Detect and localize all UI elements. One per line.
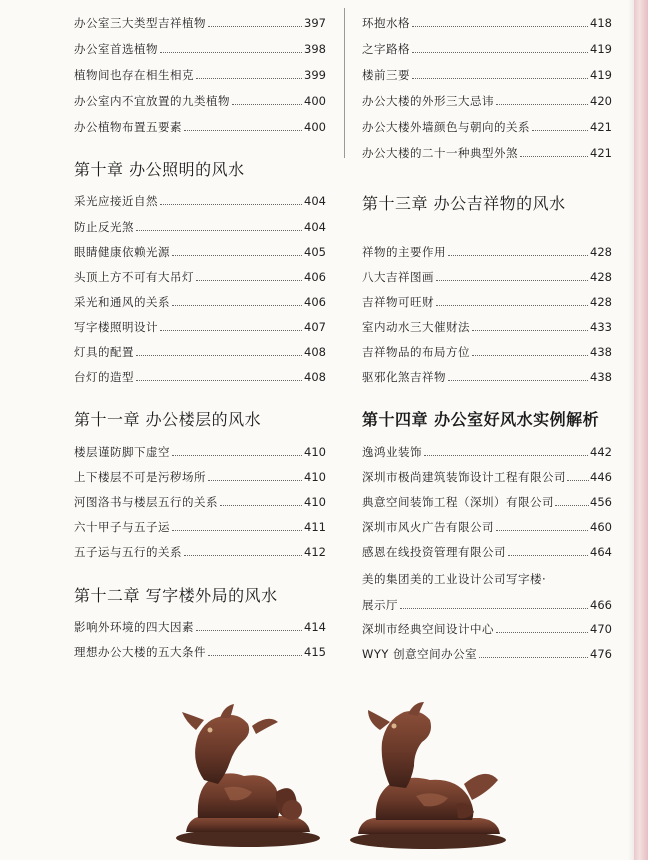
toc-entry[interactable]: 台灯的造型 408: [74, 370, 326, 384]
toc-entry[interactable]: 防止反光煞 404: [74, 220, 326, 234]
toc-entry[interactable]: 室内动水三大催财法 433: [362, 320, 612, 334]
chapter-heading: 第十三章 办公吉祥物的风水: [362, 194, 566, 213]
toc-entry[interactable]: 办公大楼外墙颜色与朝向的关系 421: [362, 120, 612, 134]
toc-entry[interactable]: 深圳市极尚建筑装饰设计工程有限公司 446: [362, 470, 612, 484]
toc-entry[interactable]: 采光和通风的关系 406: [74, 295, 326, 309]
kirin-statues-illustration: [168, 700, 508, 850]
toc-entry[interactable]: 楼前三要 419: [362, 68, 612, 82]
column-divider: [344, 8, 345, 158]
toc-entry[interactable]: 头顶上方不可有大吊灯 406: [74, 270, 326, 284]
toc-entry[interactable]: 楼层谨防脚下虚空 410: [74, 445, 326, 459]
chapter-heading: 第十章 办公照明的风水: [74, 160, 245, 179]
toc-entry[interactable]: 植物间也存在相生相克 399: [74, 68, 326, 82]
toc-entry[interactable]: 办公大楼的外形三大忌讳 420: [362, 94, 612, 108]
toc-entry[interactable]: 深圳市经典空间设计中心 470: [362, 622, 612, 636]
chapter-heading: 第十四章 办公室好风水实例解析: [362, 410, 600, 429]
toc-entry[interactable]: 吉祥物可旺财 428: [362, 295, 612, 309]
toc-entry[interactable]: 感恩在线投资管理有限公司 464: [362, 545, 612, 559]
toc-entry[interactable]: 五子运与五行的关系 412: [74, 545, 326, 559]
toc-entry[interactable]: 吉祥物品的布局方位 438: [362, 345, 612, 359]
left-kirin-statue: [176, 704, 320, 847]
toc-entry[interactable]: 理想办公大楼的五大条件 415: [74, 645, 326, 659]
toc-entry[interactable]: 深圳市风火广告有限公司 460: [362, 520, 612, 534]
toc-entry[interactable]: 逸鸿业装饰 442: [362, 445, 612, 459]
toc-entry[interactable]: 驱邪化煞吉祥物 438: [362, 370, 612, 384]
toc-entry[interactable]: 环抱水格 418: [362, 16, 612, 30]
toc-entry[interactable]: 办公室内不宜放置的九类植物 400: [74, 94, 326, 108]
right-kirin-statue: [350, 702, 506, 849]
toc-entry[interactable]: WYY 创意空间办公室 476: [362, 647, 612, 661]
toc-entry[interactable]: 典意空间装饰工程（深圳）有限公司 456: [362, 495, 612, 509]
toc-entry[interactable]: 办公室首选植物 398: [74, 42, 326, 56]
toc-entry[interactable]: 办公植物布置五要素 400: [74, 120, 326, 134]
toc-entry[interactable]: 眼睛健康依赖光源 405: [74, 245, 326, 259]
toc-entry[interactable]: 祥物的主要作用 428: [362, 245, 612, 259]
toc-entry[interactable]: 八大吉祥图画 428: [362, 270, 612, 284]
toc-entry[interactable]: 办公大楼的二十一种典型外煞 421: [362, 146, 612, 160]
toc-entry[interactable]: 上下楼层不可是污秽场所 410: [74, 470, 326, 484]
page-edge-decoration: [634, 0, 648, 860]
chapter-heading: 第十二章 写字楼外局的风水: [74, 586, 278, 605]
chapter-heading: 第十一章 办公楼层的风水: [74, 410, 262, 429]
toc-entry[interactable]: 展示厅 466: [362, 598, 612, 612]
toc-entry[interactable]: 写字楼照明设计 407: [74, 320, 326, 334]
toc-entry[interactable]: 河图洛书与楼层五行的关系 410: [74, 495, 326, 509]
toc-entry[interactable]: 办公室三大类型吉祥植物 397: [74, 16, 326, 30]
toc-entry[interactable]: 美的集团美的工业设计公司写字楼·: [362, 572, 547, 586]
toc-entry[interactable]: 六十甲子与五子运 411: [74, 520, 326, 534]
toc-entry[interactable]: 影响外环境的四大因素 414: [74, 620, 326, 634]
toc-entry[interactable]: 采光应接近自然 404: [74, 194, 326, 208]
toc-entry[interactable]: 灯具的配置 408: [74, 345, 326, 359]
toc-entry[interactable]: 之字路格 419: [362, 42, 612, 56]
